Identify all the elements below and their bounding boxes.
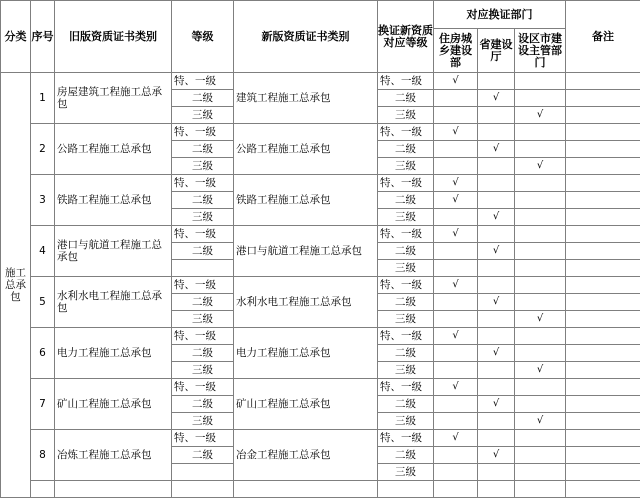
check-ministry (434, 464, 478, 481)
check-ministry (434, 294, 478, 311)
remark-cell (566, 209, 640, 226)
check-ministry: √ (434, 192, 478, 209)
check-province (478, 175, 515, 192)
remark-cell (566, 430, 640, 447)
old-cert-type: 水利水电工程施工总承包 (55, 277, 172, 328)
empty-cell (566, 481, 640, 498)
remark-cell (566, 90, 640, 107)
old-level: 特、一级 (172, 124, 234, 141)
check-ministry: √ (434, 73, 478, 90)
old-level: 二级 (172, 243, 234, 260)
row-number: 1 (31, 73, 55, 124)
row-number: 7 (31, 379, 55, 430)
remark-cell (566, 107, 640, 124)
check-city (515, 379, 566, 396)
remark-cell (566, 294, 640, 311)
old-level: 特、一级 (172, 328, 234, 345)
new-level: 特、一级 (378, 73, 434, 90)
row-number: 6 (31, 328, 55, 379)
remark-cell (566, 260, 640, 277)
check-ministry: √ (434, 124, 478, 141)
table-row (1, 430, 640, 447)
header-old-type: 旧版资质证书类别 (55, 1, 172, 73)
new-level: 三级 (378, 260, 434, 277)
remark-cell (566, 73, 640, 90)
header-dept-province: 省建设厅 (478, 29, 515, 73)
new-level: 三级 (378, 362, 434, 379)
check-city (515, 447, 566, 464)
empty-cell (515, 481, 566, 498)
header-no: 序号 (31, 1, 55, 73)
table-body (1, 73, 640, 498)
table-row (1, 175, 640, 192)
new-level: 特、一级 (378, 124, 434, 141)
check-city (515, 260, 566, 277)
remark-cell (566, 124, 640, 141)
check-city (515, 430, 566, 447)
check-city (515, 73, 566, 90)
old-level: 特、一级 (172, 430, 234, 447)
new-cert-type: 冶金工程施工总承包 (234, 430, 378, 481)
check-province: √ (478, 90, 515, 107)
remark-cell (566, 379, 640, 396)
table-row (1, 328, 640, 345)
remark-cell (566, 226, 640, 243)
check-city (515, 294, 566, 311)
new-level: 三级 (378, 413, 434, 430)
row-number: 5 (31, 277, 55, 328)
new-cert-type: 水利水电工程施工总承包 (234, 277, 378, 328)
remark-cell (566, 277, 640, 294)
old-level: 特、一级 (172, 277, 234, 294)
new-level: 三级 (378, 209, 434, 226)
table-row (1, 481, 640, 498)
old-level: 特、一级 (172, 379, 234, 396)
check-ministry (434, 396, 478, 413)
new-level: 特、一级 (378, 379, 434, 396)
old-level: 三级 (172, 362, 234, 379)
check-city (515, 243, 566, 260)
check-ministry (434, 141, 478, 158)
check-ministry (434, 362, 478, 379)
check-province (478, 311, 515, 328)
check-province (478, 379, 515, 396)
old-level: 二级 (172, 294, 234, 311)
new-level: 二级 (378, 192, 434, 209)
new-level: 二级 (378, 90, 434, 107)
check-province: √ (478, 209, 515, 226)
old-cert-type: 房屋建筑工程施工总承包 (55, 73, 172, 124)
check-city: √ (515, 107, 566, 124)
header-dept-group: 对应换证部门 (434, 1, 566, 29)
header-remark: 备注 (566, 1, 640, 73)
check-province (478, 158, 515, 175)
check-city: √ (515, 158, 566, 175)
check-ministry: √ (434, 226, 478, 243)
check-ministry: √ (434, 328, 478, 345)
new-level: 特、一级 (378, 175, 434, 192)
remark-cell (566, 243, 640, 260)
check-province (478, 73, 515, 90)
remark-cell (566, 158, 640, 175)
empty-cell (234, 481, 378, 498)
old-cert-type: 冶炼工程施工总承包 (55, 430, 172, 481)
check-province (478, 328, 515, 345)
check-ministry (434, 107, 478, 124)
old-level: 三级 (172, 209, 234, 226)
remark-cell (566, 328, 640, 345)
new-level: 三级 (378, 311, 434, 328)
new-level: 二级 (378, 294, 434, 311)
new-level: 二级 (378, 447, 434, 464)
remark-cell (566, 447, 640, 464)
old-level: 二级 (172, 90, 234, 107)
check-ministry (434, 447, 478, 464)
old-level: 二级 (172, 345, 234, 362)
check-province (478, 413, 515, 430)
header-dept-ministry: 住房城乡建设部 (434, 29, 478, 73)
empty-cell (55, 481, 172, 498)
check-ministry (434, 209, 478, 226)
old-level: 特、一级 (172, 175, 234, 192)
check-province (478, 124, 515, 141)
check-ministry: √ (434, 430, 478, 447)
new-level: 二级 (378, 243, 434, 260)
new-level: 三级 (378, 464, 434, 481)
table-row (1, 124, 640, 141)
check-city (515, 175, 566, 192)
check-city (515, 464, 566, 481)
check-city (515, 192, 566, 209)
check-ministry (434, 345, 478, 362)
check-ministry (434, 260, 478, 277)
old-level: 三级 (172, 413, 234, 430)
check-city (515, 141, 566, 158)
check-province (478, 107, 515, 124)
check-province (478, 430, 515, 447)
old-cert-type: 港口与航道工程施工总承包 (55, 226, 172, 277)
check-province: √ (478, 345, 515, 362)
remark-cell (566, 141, 640, 158)
table-row (1, 73, 640, 90)
new-cert-type: 港口与航道工程施工总承包 (234, 226, 378, 277)
check-city (515, 90, 566, 107)
old-cert-type: 公路工程施工总承包 (55, 124, 172, 175)
check-province (478, 464, 515, 481)
remark-cell (566, 396, 640, 413)
new-level: 三级 (378, 158, 434, 175)
new-cert-type: 建筑工程施工总承包 (234, 73, 378, 124)
new-cert-type: 铁路工程施工总承包 (234, 175, 378, 226)
new-cert-type: 公路工程施工总承包 (234, 124, 378, 175)
check-province: √ (478, 447, 515, 464)
new-level: 二级 (378, 345, 434, 362)
check-ministry (434, 413, 478, 430)
check-city (515, 345, 566, 362)
check-city: √ (515, 413, 566, 430)
empty-cell (478, 481, 515, 498)
old-level: 三级 (172, 158, 234, 175)
old-level: 二级 (172, 141, 234, 158)
remark-cell (566, 345, 640, 362)
check-city (515, 277, 566, 294)
row-number: 4 (31, 226, 55, 277)
check-city (515, 124, 566, 141)
table-row (1, 226, 640, 243)
check-city (515, 328, 566, 345)
old-cert-type: 铁路工程施工总承包 (55, 175, 172, 226)
header-new-level: 换证新资质对应等级 (378, 1, 434, 73)
new-cert-type: 电力工程施工总承包 (234, 328, 378, 379)
remark-cell (566, 311, 640, 328)
row-number: 2 (31, 124, 55, 175)
old-cert-type: 电力工程施工总承包 (55, 328, 172, 379)
old-level: 三级 (172, 107, 234, 124)
check-province: √ (478, 396, 515, 413)
new-level: 特、一级 (378, 430, 434, 447)
check-ministry: √ (434, 277, 478, 294)
check-province: √ (478, 141, 515, 158)
check-province (478, 226, 515, 243)
check-province (478, 260, 515, 277)
remark-cell (566, 464, 640, 481)
old-level: 特、一级 (172, 73, 234, 90)
row-number: 8 (31, 430, 55, 481)
old-level: 二级 (172, 192, 234, 209)
remark-cell (566, 413, 640, 430)
old-level (172, 260, 234, 277)
table-row (1, 379, 640, 396)
new-level: 三级 (378, 107, 434, 124)
check-city (515, 396, 566, 413)
category-cell: 施工总承包 (1, 73, 31, 498)
header-category: 分类 (1, 1, 31, 73)
remark-cell (566, 362, 640, 379)
check-province: √ (478, 294, 515, 311)
new-level: 特、一级 (378, 328, 434, 345)
old-level: 特、一级 (172, 226, 234, 243)
check-ministry (434, 311, 478, 328)
empty-cell (31, 481, 55, 498)
check-province: √ (478, 243, 515, 260)
check-ministry (434, 243, 478, 260)
row-number: 3 (31, 175, 55, 226)
remark-cell (566, 175, 640, 192)
old-level: 二级 (172, 447, 234, 464)
empty-cell (378, 481, 434, 498)
new-level: 二级 (378, 396, 434, 413)
new-cert-type: 矿山工程施工总承包 (234, 379, 378, 430)
header-dept-city: 设区市建设主管部门 (515, 29, 566, 73)
old-level: 三级 (172, 311, 234, 328)
new-level: 特、一级 (378, 226, 434, 243)
empty-cell (434, 481, 478, 498)
new-level: 二级 (378, 141, 434, 158)
empty-cell (172, 481, 234, 498)
check-ministry (434, 158, 478, 175)
old-level (172, 464, 234, 481)
header-new-type: 新版资质证书类别 (234, 1, 378, 73)
check-ministry: √ (434, 379, 478, 396)
check-city (515, 209, 566, 226)
check-ministry: √ (434, 175, 478, 192)
check-ministry (434, 90, 478, 107)
check-province (478, 192, 515, 209)
check-province (478, 362, 515, 379)
check-city: √ (515, 311, 566, 328)
check-city (515, 226, 566, 243)
old-cert-type: 矿山工程施工总承包 (55, 379, 172, 430)
remark-cell (566, 192, 640, 209)
new-level: 特、一级 (378, 277, 434, 294)
check-province (478, 277, 515, 294)
header-level: 等级 (172, 1, 234, 73)
check-city: √ (515, 362, 566, 379)
table-row (1, 277, 640, 294)
old-level: 二级 (172, 396, 234, 413)
